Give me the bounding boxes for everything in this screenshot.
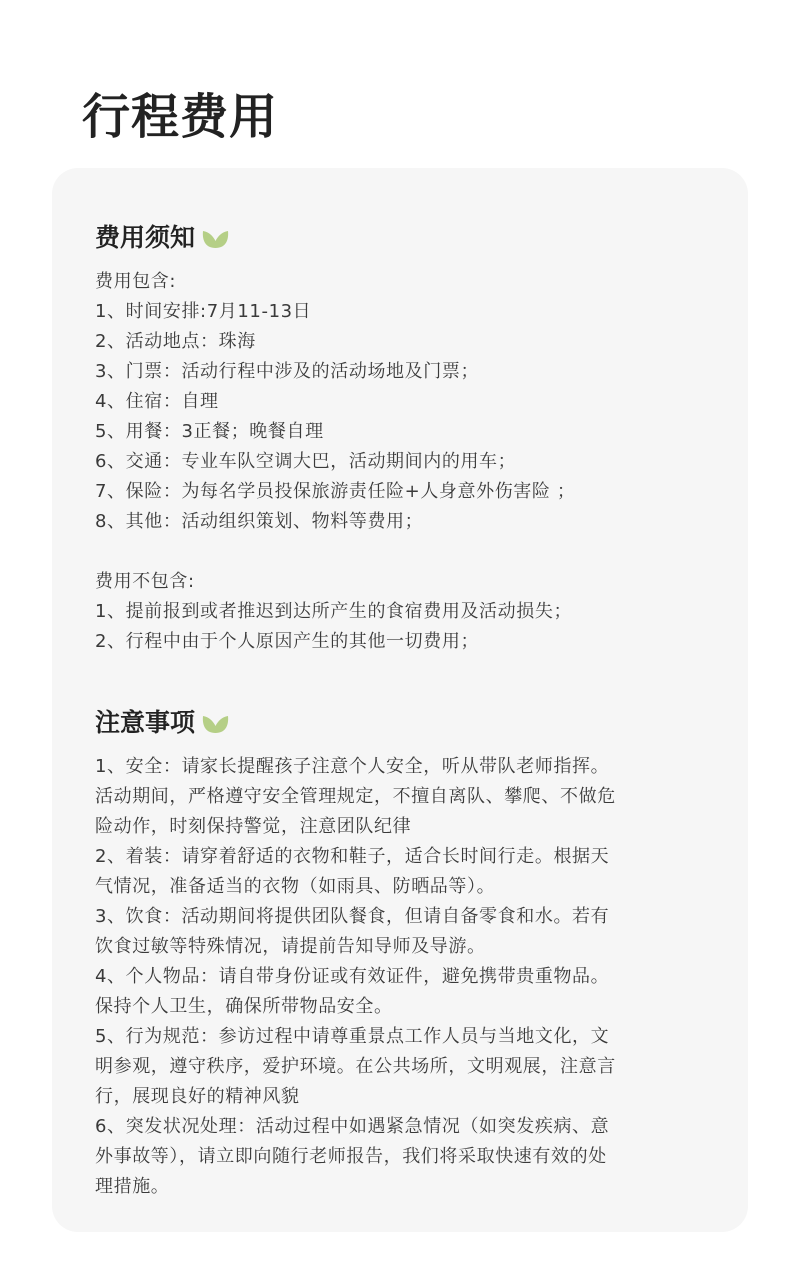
note-item-emergency xyxy=(95,1112,715,1202)
notes-heading xyxy=(95,705,230,741)
page-title: 行程费用 xyxy=(82,89,279,145)
list-item: 3、门票：活动行程中涉及的活动场地及门票； xyxy=(95,361,480,382)
list-item: 5、用餐：3正餐；晚餐自理 xyxy=(95,421,324,442)
note-line: 4、个人物品：请自带身份证或有效证件，避免携带贵重物品。 xyxy=(95,966,610,987)
note-line: 活动期间，严格遵守安全管理规定，不擅自离队、攀爬、不做危 xyxy=(95,786,616,807)
note-line: 5、行为规范：参访过程中请尊重景点工作人员与当地文化，文 xyxy=(95,1026,610,1047)
note-line: 明参观，遵守秩序，爱护环境。在公共场所，文明观展，注意言 xyxy=(95,1056,616,1077)
list-item: 4、住宿：自理 xyxy=(95,391,219,412)
list-item: 2、活动地点：珠海 xyxy=(95,331,256,352)
note-line: 1、安全：请家长提醒孩子注意个人安全，听从带队老师指挥。 xyxy=(95,756,610,777)
fees-excluded-block xyxy=(95,567,715,657)
note-item-food xyxy=(95,902,715,962)
leaf-icon xyxy=(201,226,230,250)
notes-heading-text: 注意事项 xyxy=(95,708,196,737)
fees-heading-text: 费用须知 xyxy=(95,223,196,252)
list-item: 2、行程中由于个人原因产生的其他一切费用； xyxy=(95,631,480,652)
note-line: 保持个人卫生，确保所带物品安全。 xyxy=(95,996,393,1017)
note-line: 行，展现良好的精神风貌 xyxy=(95,1086,300,1107)
note-line: 理措施。 xyxy=(95,1176,170,1197)
list-item: 7、保险：为每名学员投保旅游责任险+人身意外伤害险 ； xyxy=(95,481,576,502)
notes-block xyxy=(95,752,715,1202)
note-line: 6、突发状况处理：活动过程中如遇紧急情况（如突发疾病、意 xyxy=(95,1116,610,1137)
list-item: 1、时间安排:7月11-13日 xyxy=(95,301,312,322)
note-item-safety xyxy=(95,752,715,842)
note-line: 3、饮食：活动期间将提供团队餐食，但请自备零食和水。若有 xyxy=(95,906,610,927)
fees-included-block xyxy=(95,267,715,537)
fees-heading xyxy=(95,220,230,256)
note-item-clothing xyxy=(95,842,715,902)
note-line: 2、着装：请穿着舒适的衣物和鞋子，适合长时间行走。根据天 xyxy=(95,846,610,867)
list-item: 8、其他：活动组织策划、物料等费用； xyxy=(95,511,424,532)
note-line: 气情况，准备适当的衣物（如雨具、防晒品等）。 xyxy=(95,876,496,897)
note-line: 险动作，时刻保持警觉，注意团队纪律 xyxy=(95,816,412,837)
note-item-belongings xyxy=(95,962,715,1022)
fees-excluded-label: 费用不包含: xyxy=(95,571,195,592)
fees-included-label: 费用包含: xyxy=(95,271,177,292)
content-card xyxy=(52,168,748,1232)
list-item: 6、交通：专业车队空调大巴，活动期间内的用车； xyxy=(95,451,517,472)
list-item: 1、提前报到或者推迟到达所产生的食宿费用及活动损失； xyxy=(95,601,573,622)
note-line: 外事故等），请立即向随行老师报告，我们将采取快速有效的处 xyxy=(95,1146,607,1167)
leaf-icon xyxy=(201,711,230,735)
note-item-conduct xyxy=(95,1022,715,1112)
note-line: 饮食过敏等特殊情况，请提前告知导师及导游。 xyxy=(95,936,486,957)
